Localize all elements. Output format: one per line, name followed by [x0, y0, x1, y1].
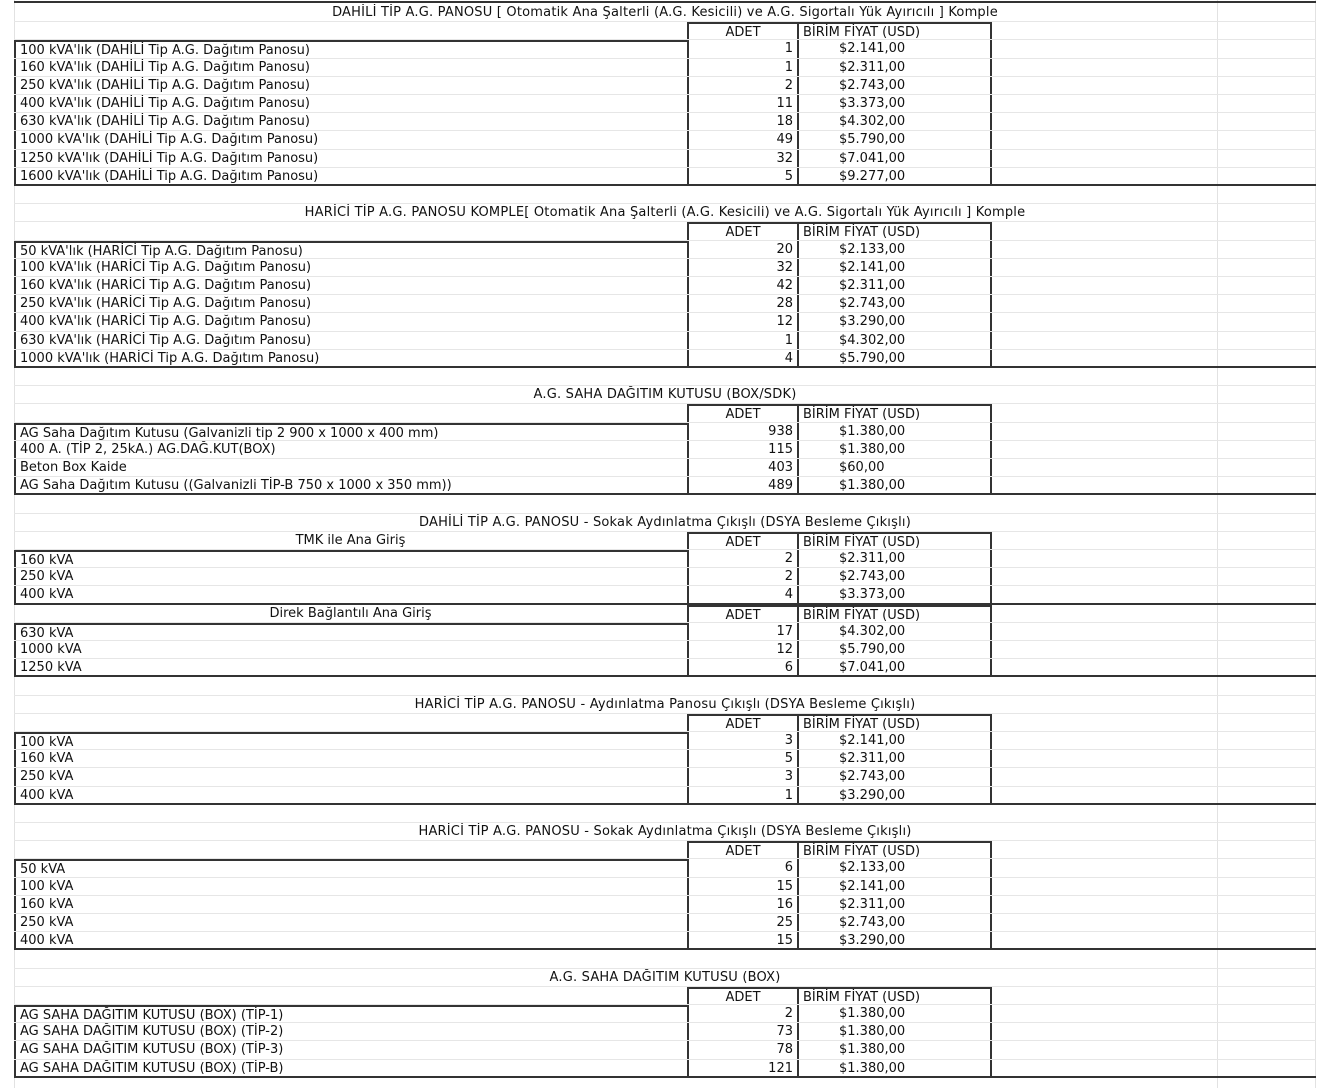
item-qty-cell[interactable]: 11 [687, 95, 797, 112]
item-price-cell[interactable]: $1.380,00 [797, 1005, 992, 1022]
item-price-cell[interactable]: $3.373,00 [797, 586, 992, 602]
item-label-cell[interactable]: 160 kVA [14, 550, 687, 567]
item-qty-cell[interactable]: 28 [687, 295, 797, 312]
table-row [14, 932, 1316, 950]
table-row [14, 131, 1316, 149]
table-row [14, 423, 1316, 441]
table-row [14, 168, 1316, 186]
item-qty-cell[interactable]: 49 [687, 131, 797, 148]
table-header-row [14, 532, 1316, 550]
item-label-cell[interactable]: 160 kVA'lık (HARİCİ Tip A.G. Dağıtım Panosu) [14, 277, 687, 294]
table-header-row [14, 714, 1316, 732]
table-header-row [14, 404, 1316, 422]
item-label-cell[interactable]: 160 kVA'lık (DAHİLİ Tip A.G. Dağıtım Panosu) [14, 59, 687, 76]
table-row [14, 241, 1316, 259]
blank-row [14, 495, 1316, 513]
item-qty-cell[interactable]: 1 [687, 787, 797, 803]
header-price-cell[interactable]: BİRİM FİYAT (USD) [797, 22, 992, 39]
section-title-row [14, 823, 1316, 841]
item-label-cell[interactable]: 160 kVA [14, 896, 687, 913]
table-row [14, 40, 1316, 58]
table-row [14, 641, 1316, 659]
item-qty-cell[interactable]: 1 [687, 59, 797, 76]
item-qty-cell[interactable]: 6 [687, 659, 797, 675]
header-price-cell[interactable]: BİRİM FİYAT (USD) [797, 222, 992, 239]
item-label-cell[interactable]: 400 kVA [14, 932, 687, 948]
item-label-cell[interactable]: AG SAHA DAĞITIM KUTUSU (BOX) (TİP-B) [14, 1060, 687, 1076]
item-qty-cell[interactable]: 489 [687, 477, 797, 493]
item-price-cell[interactable]: $2.743,00 [797, 77, 992, 94]
item-qty-cell[interactable]: 15 [687, 878, 797, 895]
table-row [14, 95, 1316, 113]
header-label-cell[interactable] [14, 22, 687, 39]
header-qty-cell[interactable]: ADET [687, 532, 797, 549]
section-title[interactable]: A.G. SAHA DAĞITIM KUTUSU (BOX/SDK) [533, 387, 797, 403]
item-label-cell[interactable]: AG Saha Dağıtım Kutusu ((Galvanizli TİP-B 750 x 1000 x 350 mm)) [14, 477, 687, 493]
item-qty-cell[interactable]: 12 [687, 313, 797, 330]
section-title-row [14, 4, 1316, 22]
item-qty-cell[interactable]: 1 [687, 40, 797, 57]
header-price-cell[interactable]: BİRİM FİYAT (USD) [797, 714, 992, 731]
table-row [14, 550, 1316, 568]
table-row [14, 150, 1316, 168]
table-row [14, 768, 1316, 786]
item-price-cell[interactable]: $2.743,00 [797, 568, 992, 585]
item-qty-cell[interactable]: 32 [687, 150, 797, 167]
item-price-cell[interactable]: $4.302,00 [797, 113, 992, 130]
item-label-cell[interactable]: 1000 kVA'lık (HARİCİ Tip A.G. Dağıtım Panosu) [14, 350, 687, 366]
section-title[interactable]: HARİCİ TİP A.G. PANOSU - Sokak Aydınlatma Çıkışlı (DSYA Besleme Çıkışlı) [418, 824, 912, 839]
table-row [14, 659, 1316, 677]
item-label-cell[interactable]: 1000 kVA [14, 641, 687, 658]
item-label-cell[interactable]: AG SAHA DAĞITIM KUTUSU (BOX) (TİP-3) [14, 1041, 687, 1058]
item-price-cell[interactable]: $3.290,00 [797, 932, 992, 948]
table-row [14, 1060, 1316, 1078]
header-label-cell[interactable]: TMK ile Ana Giriş [295, 532, 406, 548]
header-price-cell[interactable]: BİRİM FİYAT (USD) [797, 841, 992, 858]
section-title-row [14, 696, 1316, 714]
table-header-row [14, 22, 1316, 40]
item-price-cell[interactable]: $1.380,00 [797, 1023, 992, 1040]
item-qty-cell[interactable]: 25 [687, 914, 797, 931]
item-qty-cell[interactable]: 78 [687, 1041, 797, 1058]
header-label-cell[interactable] [14, 841, 687, 858]
blank-row [14, 677, 1316, 695]
item-price-cell[interactable]: $3.290,00 [797, 787, 992, 803]
table-header-row [14, 605, 1316, 623]
section-title[interactable]: DAHİLİ TİP A.G. PANOSU [ Otomatik Ana Şalterli (A.G. Kesicili) ve A.G. Sigortalı Yük Ayırıcılı ] Komple [332, 5, 998, 20]
item-qty-cell[interactable]: 17 [687, 623, 797, 640]
header-label-cell[interactable] [14, 714, 687, 731]
item-label-cell[interactable]: AG Saha Dağıtım Kutusu (Galvanizli tip 2 900 x 1000 x 400 mm) [14, 423, 687, 440]
table-row [14, 623, 1316, 641]
item-label-cell[interactable]: 250 kVA [14, 914, 687, 931]
blank-row [14, 950, 1316, 968]
item-price-cell[interactable]: $3.290,00 [797, 313, 992, 330]
table-row [14, 1041, 1316, 1059]
item-price-cell[interactable]: $1.380,00 [797, 1060, 992, 1076]
item-label-cell[interactable]: AG SAHA DAĞITIM KUTUSU (BOX) (TİP-2) [14, 1023, 687, 1040]
header-label-cell[interactable] [14, 222, 687, 239]
item-label-cell[interactable]: 250 kVA [14, 768, 687, 785]
table-row [14, 1023, 1316, 1041]
item-price-cell[interactable]: $2.311,00 [797, 277, 992, 294]
header-qty-cell[interactable]: ADET [687, 22, 797, 39]
item-price-cell[interactable]: $7.041,00 [797, 150, 992, 167]
item-price-cell[interactable]: $1.380,00 [797, 1041, 992, 1058]
table-row [14, 896, 1316, 914]
item-qty-cell[interactable]: 5 [687, 168, 797, 184]
header-qty-cell[interactable]: ADET [687, 841, 797, 858]
item-price-cell[interactable]: $5.790,00 [797, 131, 992, 148]
item-label-cell[interactable]: 400 kVA'lık (DAHİLİ Tip A.G. Dağıtım Panosu) [14, 95, 687, 112]
item-qty-cell[interactable]: 403 [687, 459, 797, 476]
header-label-cell[interactable] [14, 404, 687, 421]
table-row [14, 295, 1316, 313]
item-label-cell[interactable]: 1250 kVA [14, 659, 687, 675]
item-qty-cell[interactable]: 2 [687, 550, 797, 567]
item-qty-cell[interactable]: 938 [687, 423, 797, 440]
section-title-row [14, 969, 1316, 987]
table-header-row [14, 987, 1316, 1005]
table-row [14, 859, 1316, 877]
table-row [14, 59, 1316, 77]
item-qty-cell[interactable]: 3 [687, 732, 797, 749]
item-qty-cell[interactable]: 115 [687, 441, 797, 458]
item-qty-cell[interactable]: 2 [687, 568, 797, 585]
header-qty-cell[interactable]: ADET [687, 987, 797, 1004]
item-qty-cell[interactable]: 12 [687, 641, 797, 658]
header-qty-cell[interactable]: ADET [687, 714, 797, 731]
table-row [14, 441, 1316, 459]
item-label-cell[interactable]: 400 A. (TİP 2, 25kA.) AG.DAĞ.KUT(BOX) [14, 441, 687, 458]
item-qty-cell[interactable]: 4 [687, 586, 797, 602]
item-label-cell[interactable]: 630 kVA'lık (HARİCİ Tip A.G. Dağıtım Panosu) [14, 332, 687, 349]
table-row [14, 586, 1316, 604]
item-label-cell[interactable]: 1600 kVA'lık (DAHİLİ Tip A.G. Dağıtım Panosu) [14, 168, 687, 184]
header-qty-cell[interactable]: ADET [687, 222, 797, 239]
section-title[interactable]: DAHİLİ TİP A.G. PANOSU - Sokak Aydınlatma Çıkışlı (DSYA Besleme Çıkışlı) [419, 514, 911, 530]
item-qty-cell[interactable]: 6 [687, 859, 797, 876]
item-qty-cell[interactable]: 73 [687, 1023, 797, 1040]
table-row [14, 332, 1316, 350]
section-title-row [14, 204, 1316, 222]
header-price-cell[interactable]: BİRİM FİYAT (USD) [797, 532, 992, 549]
item-qty-cell[interactable]: 16 [687, 896, 797, 913]
header-price-cell[interactable]: BİRİM FİYAT (USD) [797, 404, 992, 421]
item-label-cell[interactable]: 50 kVA [14, 859, 687, 876]
header-label-cell[interactable]: Direk Bağlantılı Ana Giriş [269, 605, 432, 621]
item-label-cell[interactable]: 400 kVA [14, 586, 687, 602]
item-label-cell[interactable]: AG SAHA DAĞITIM KUTUSU (BOX) (TİP-1) [14, 1005, 687, 1022]
item-label-cell[interactable]: 630 kVA [14, 623, 687, 640]
item-price-cell[interactable]: $7.041,00 [797, 659, 992, 675]
table-row [14, 313, 1316, 331]
blank-row [14, 805, 1316, 823]
item-qty-cell[interactable]: 121 [687, 1060, 797, 1076]
table-row [14, 277, 1316, 295]
item-price-cell[interactable]: $1.380,00 [797, 441, 992, 458]
item-label-cell[interactable]: 250 kVA'lık (HARİCİ Tip A.G. Dağıtım Panosu) [14, 295, 687, 312]
item-qty-cell[interactable]: 5 [687, 750, 797, 767]
table-row [14, 113, 1316, 131]
item-qty-cell[interactable]: 42 [687, 277, 797, 294]
item-label-cell[interactable]: 250 kVA'lık (DAHİLİ Tip A.G. Dağıtım Panosu) [14, 77, 687, 94]
item-label-cell[interactable]: 100 kVA'lık (DAHİLİ Tip A.G. Dağıtım Panosu) [14, 40, 687, 57]
header-price-cell[interactable]: BİRİM FİYAT (USD) [797, 987, 992, 1004]
item-price-cell[interactable]: $60,00 [797, 459, 992, 476]
item-qty-cell[interactable]: 2 [687, 1005, 797, 1022]
item-price-cell[interactable]: $2.311,00 [797, 896, 992, 913]
table-row [14, 77, 1316, 95]
section-title[interactable]: HARİCİ TİP A.G. PANOSU - Aydınlatma Panosu Çıkışlı (DSYA Besleme Çıkışlı) [414, 696, 916, 712]
item-price-cell[interactable]: $2.141,00 [797, 259, 992, 276]
item-price-cell[interactable]: $5.790,00 [797, 641, 992, 658]
item-price-cell[interactable]: $1.380,00 [797, 423, 992, 440]
item-price-cell[interactable]: $2.141,00 [797, 40, 992, 57]
item-price-cell[interactable]: $9.277,00 [797, 168, 992, 184]
item-price-cell[interactable]: $2.133,00 [797, 241, 992, 258]
item-price-cell[interactable]: $1.380,00 [797, 477, 992, 493]
item-label-cell[interactable]: 160 kVA [14, 750, 687, 767]
section-title-row [14, 386, 1316, 404]
item-price-cell[interactable]: $2.743,00 [797, 914, 992, 931]
item-qty-cell[interactable]: 1 [687, 332, 797, 349]
item-label-cell[interactable]: 1000 kVA'lık (DAHİLİ Tip A.G. Dağıtım Panosu) [14, 131, 687, 148]
item-price-cell[interactable]: $4.302,00 [797, 623, 992, 640]
blank-row [14, 186, 1316, 204]
item-label-cell[interactable]: 630 kVA'lık (DAHİLİ Tip A.G. Dağıtım Panosu) [14, 113, 687, 130]
header-qty-cell[interactable]: ADET [687, 605, 797, 622]
table-row [14, 878, 1316, 896]
table-row [14, 787, 1316, 805]
item-label-cell[interactable]: 50 kVA'lık (HARİCİ Tip A.G. Dağıtım Panosu) [14, 241, 687, 258]
item-label-cell[interactable]: 100 kVA'lık (HARİCİ Tip A.G. Dağıtım Panosu) [14, 259, 687, 276]
item-price-cell[interactable]: $2.743,00 [797, 768, 992, 785]
table-row [14, 350, 1316, 368]
section-title[interactable]: A.G. SAHA DAĞITIM KUTUSU (BOX) [549, 969, 781, 985]
table-row [14, 477, 1316, 495]
item-price-cell[interactable]: $2.141,00 [797, 878, 992, 895]
item-price-cell[interactable]: $3.373,00 [797, 95, 992, 112]
header-price-cell[interactable]: BİRİM FİYAT (USD) [797, 605, 992, 622]
header-label-cell[interactable] [14, 987, 687, 1004]
item-qty-cell[interactable]: 3 [687, 768, 797, 785]
item-label-cell[interactable]: 100 kVA [14, 732, 687, 749]
item-price-cell[interactable]: $2.311,00 [797, 59, 992, 76]
table-row [14, 259, 1316, 277]
item-qty-cell[interactable]: 4 [687, 350, 797, 366]
item-qty-cell[interactable]: 18 [687, 113, 797, 130]
table-header-row [14, 222, 1316, 240]
header-qty-cell[interactable]: ADET [687, 404, 797, 421]
table-row [14, 459, 1316, 477]
item-qty-cell[interactable]: 2 [687, 77, 797, 94]
item-label-cell[interactable]: Beton Box Kaide [14, 459, 687, 476]
table-row [14, 914, 1316, 932]
item-qty-cell[interactable]: 20 [687, 241, 797, 258]
item-price-cell[interactable]: $2.311,00 [797, 550, 992, 567]
item-label-cell[interactable]: 100 kVA [14, 878, 687, 895]
item-qty-cell[interactable]: 32 [687, 259, 797, 276]
table-row [14, 1005, 1316, 1023]
table-row [14, 568, 1316, 586]
item-price-cell[interactable]: $2.141,00 [797, 732, 992, 749]
section-title-row [14, 514, 1316, 532]
top-border [14, 1, 1316, 3]
item-label-cell[interactable]: 250 kVA [14, 568, 687, 585]
table-row [14, 732, 1316, 750]
item-label-cell[interactable]: 400 kVA [14, 787, 687, 803]
item-price-cell[interactable]: $2.133,00 [797, 859, 992, 876]
blank-row [14, 368, 1316, 386]
item-price-cell[interactable]: $2.743,00 [797, 295, 992, 312]
table-row [14, 750, 1316, 768]
item-label-cell[interactable]: 1250 kVA'lık (DAHİLİ Tip A.G. Dağıtım Panosu) [14, 150, 687, 167]
section-title[interactable]: HARİCİ TİP A.G. PANOSU KOMPLE[ Otomatik Ana Şalterli (A.G. Kesicili) ve A.G. Sigortalı Yük Ayırıcılı ] Komple [304, 205, 1026, 221]
item-label-cell[interactable]: 400 kVA'lık (HARİCİ Tip A.G. Dağıtım Panosu) [14, 313, 687, 330]
item-price-cell[interactable]: $2.311,00 [797, 750, 992, 767]
item-qty-cell[interactable]: 15 [687, 932, 797, 948]
item-price-cell[interactable]: $4.302,00 [797, 332, 992, 349]
item-price-cell[interactable]: $5.790,00 [797, 350, 992, 366]
table-header-row [14, 841, 1316, 859]
